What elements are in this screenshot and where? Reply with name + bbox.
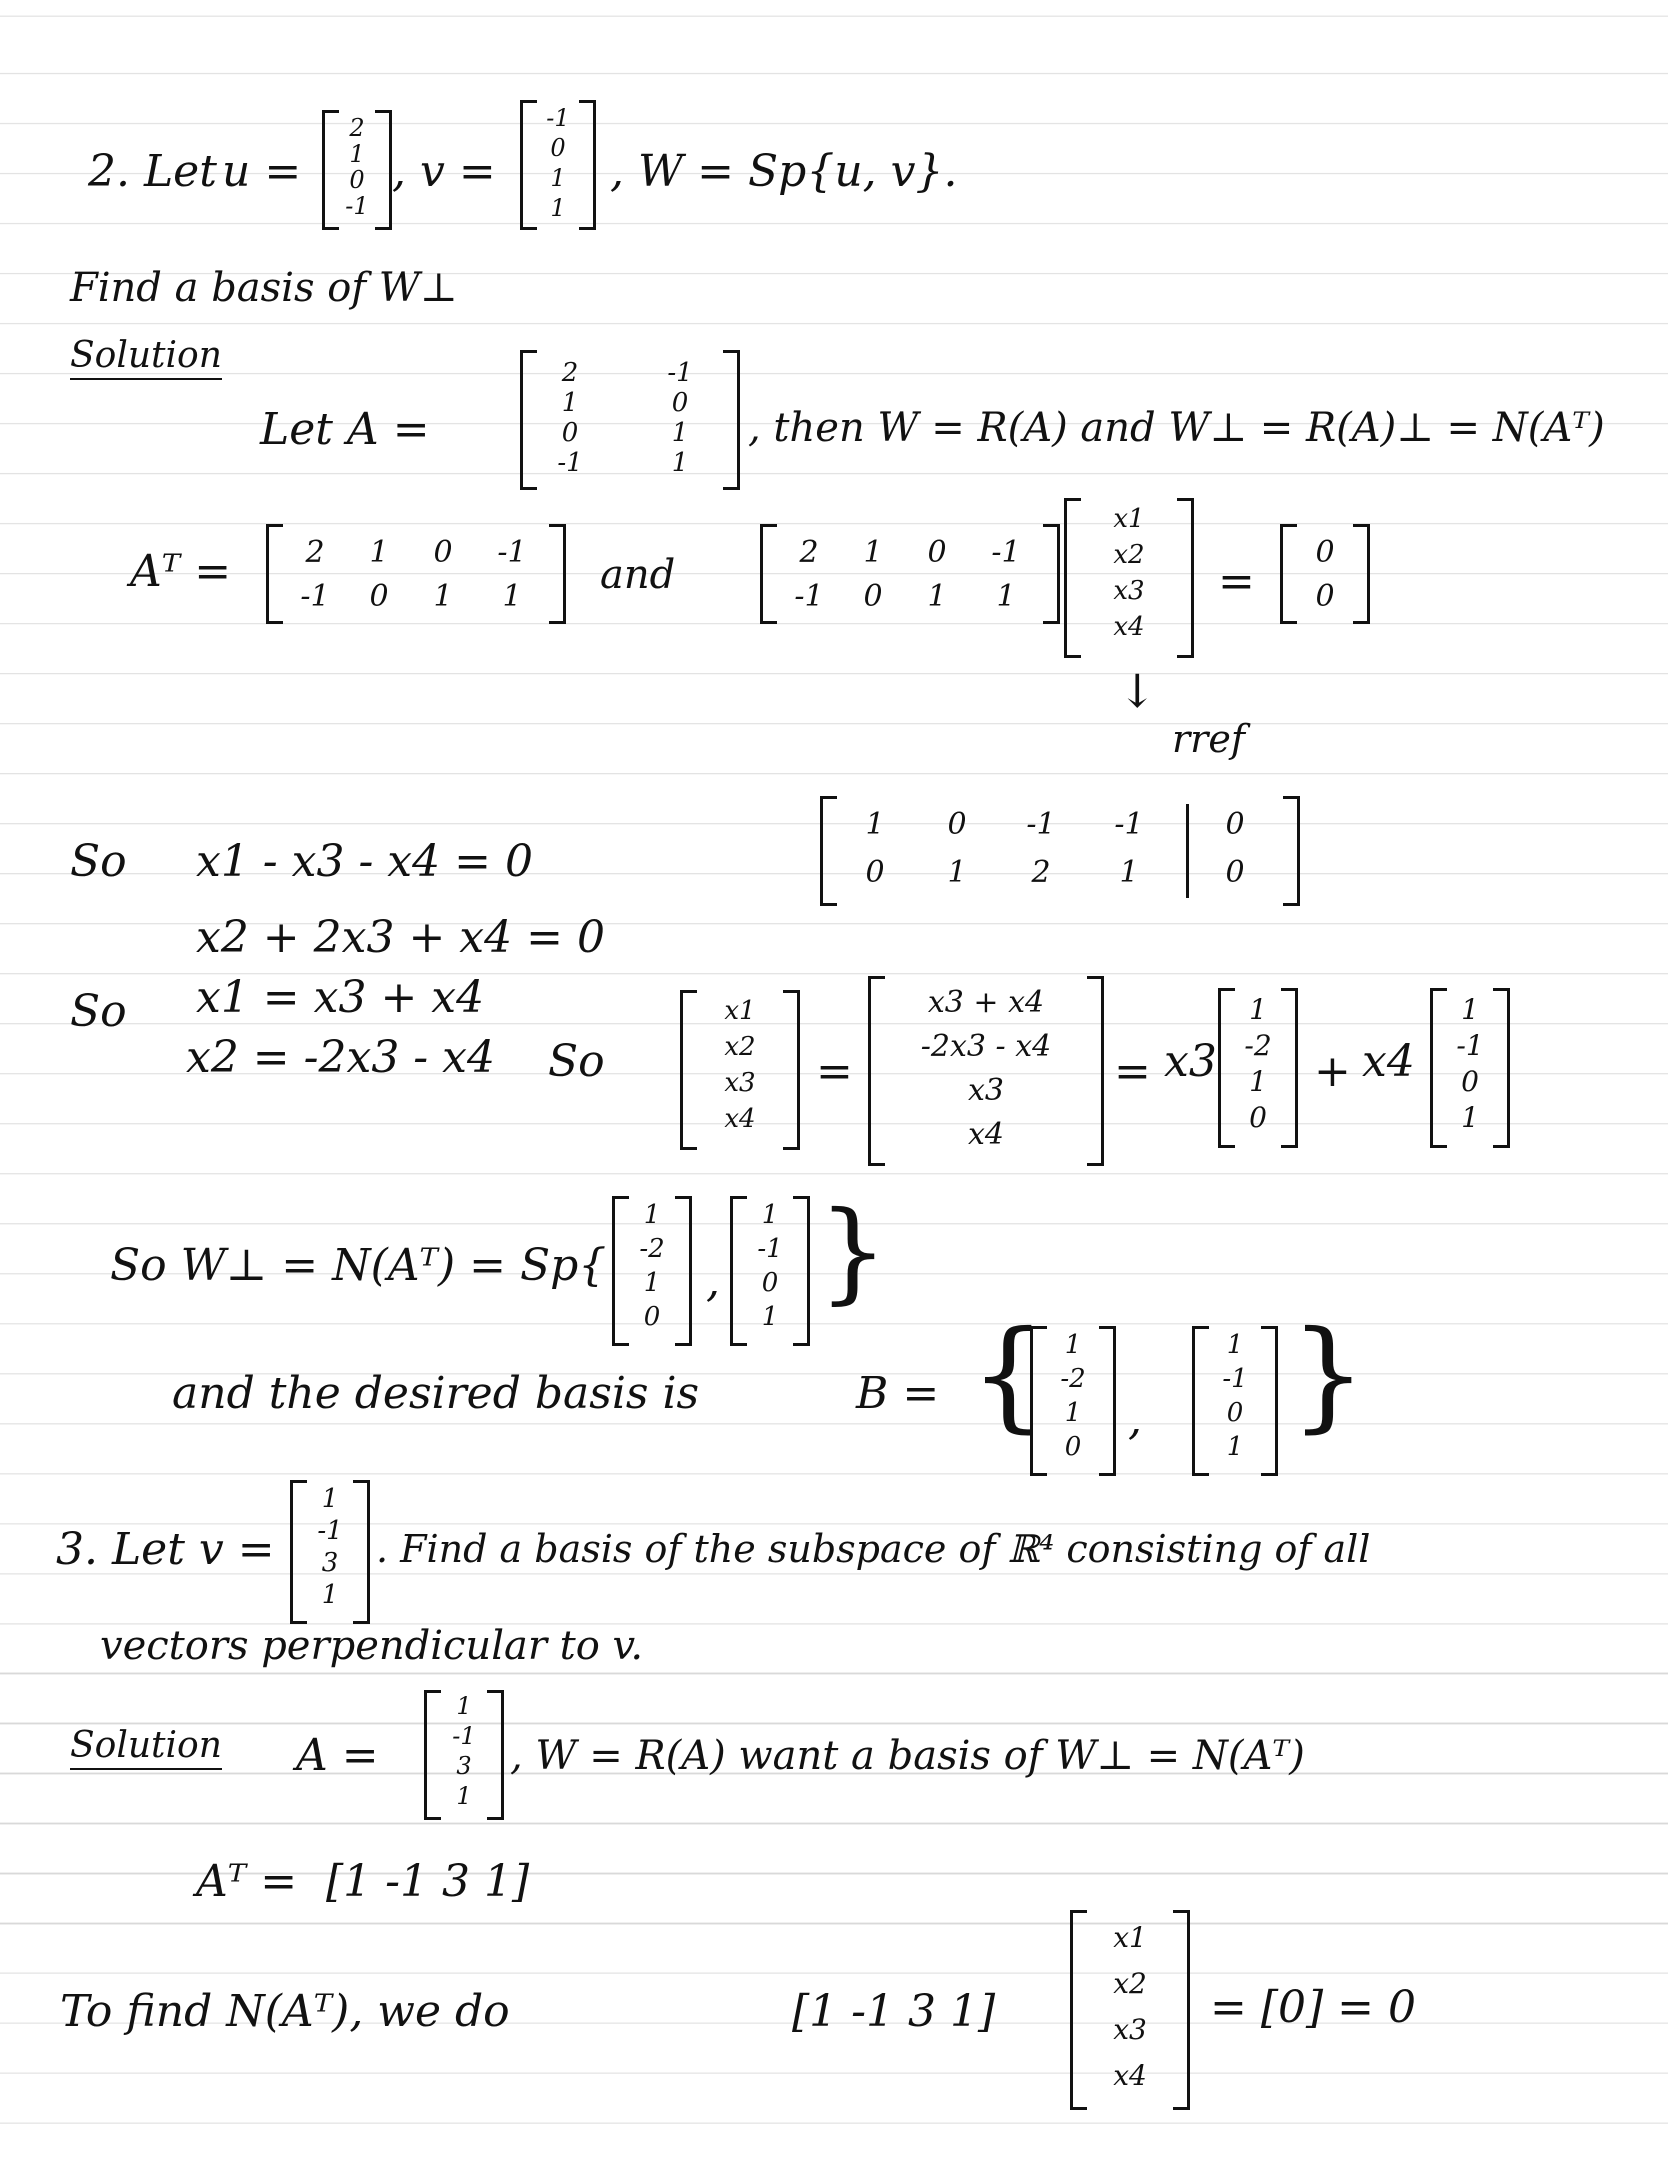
p3-A-3: 3 — [456, 1752, 472, 1780]
p3-AT-row: [1 -1 3 1] — [326, 1856, 530, 1907]
v-label: , v = — [392, 146, 496, 197]
p3-A-1: 1 — [456, 1692, 472, 1720]
u-vector — [322, 110, 392, 230]
u-entry-3: 0 — [349, 166, 365, 194]
rref-label: rref — [1172, 717, 1245, 761]
p3-row-matrix: [1 -1 3 1] — [792, 1986, 996, 2037]
span-vector-2 — [730, 1196, 810, 1346]
x2-2: x2 — [724, 1032, 756, 1062]
p3-v-vector — [290, 1480, 370, 1624]
rref-matrix — [820, 796, 1300, 906]
p3-x-4: x4 — [1113, 2059, 1147, 2092]
basis-line: and the desired basis is — [172, 1368, 700, 1419]
u-entry-2: 1 — [349, 140, 365, 168]
and-text: and — [600, 552, 676, 598]
AT2-23: 1 — [927, 579, 947, 614]
vec-a-4: 0 — [1249, 1101, 1267, 1134]
span-vector-1 — [612, 1196, 692, 1346]
rref-11: 1 — [865, 807, 885, 842]
p3-A-vector — [424, 1690, 504, 1820]
expression-vector — [868, 976, 1104, 1166]
p3-v-1: 1 — [321, 1484, 339, 1514]
expr-4: x4 — [967, 1117, 1004, 1152]
equation-2: x2 + 2x3 + x4 = 0 — [196, 912, 605, 963]
solution-label-3: Solution — [70, 1728, 222, 1770]
expr-2: -2x3 - x4 — [920, 1029, 1052, 1064]
basis-vector-b — [1430, 988, 1510, 1148]
basis-vector-1 — [1030, 1326, 1116, 1476]
w-definition: , W = Sp{u, v}. — [610, 146, 958, 197]
then-text: , then W = R(A) and W⊥ = R(A)⊥ = N(Aᵀ) — [748, 405, 1605, 451]
augment-divider — [1186, 804, 1189, 898]
rref-24: 1 — [1119, 855, 1139, 890]
span1-1: 1 — [643, 1200, 661, 1230]
p3-v-3: 3 — [321, 1548, 339, 1578]
span-comma: , — [706, 1256, 720, 1307]
solution-label-2: Solution — [70, 338, 222, 380]
AT2-13: 0 — [927, 535, 947, 570]
problem2-label: 2. Let — [88, 146, 217, 197]
span2-2: -1 — [757, 1234, 783, 1264]
equals-2: = — [816, 1046, 853, 1097]
basis2-4: 1 — [1226, 1432, 1244, 1462]
equals-sign: = — [1218, 556, 1255, 607]
A-matrix — [520, 350, 740, 490]
AT2-22: 0 — [863, 579, 883, 614]
basis-vector-a — [1218, 988, 1298, 1148]
equation-3: x1 = x3 + x4 — [196, 972, 485, 1023]
vec-b-2: -1 — [1456, 1029, 1484, 1062]
basis1-4: 0 — [1064, 1432, 1082, 1462]
rref-21: 0 — [865, 855, 885, 890]
basis1-1: 1 — [1064, 1330, 1082, 1360]
AT2-21: -1 — [794, 579, 824, 614]
rref-22: 1 — [947, 855, 967, 890]
x-vector-1: x1 — [1113, 504, 1145, 534]
p3-x-3: x3 — [1113, 2013, 1147, 2046]
A-21: 1 — [561, 388, 579, 418]
A-22: 0 — [671, 388, 689, 418]
AT-matrix — [266, 524, 566, 624]
vec-b-1: 1 — [1461, 993, 1479, 1026]
p3-result: = [0] = 0 — [1210, 1982, 1417, 2033]
zero-2: 0 — [1315, 579, 1335, 614]
p3-A-4: 1 — [456, 1782, 472, 1810]
x-vector-2: x2 — [1113, 540, 1145, 570]
AT2-24: 1 — [996, 579, 1016, 614]
AT-11: 2 — [305, 535, 325, 570]
A-42: 1 — [671, 448, 689, 478]
x2-1: x1 — [724, 996, 756, 1026]
rref-12: 0 — [947, 807, 967, 842]
AT-23: 1 — [433, 579, 453, 614]
AT2-12: 1 — [863, 535, 883, 570]
span1-2: -2 — [639, 1234, 665, 1264]
coef-x3: x3 — [1164, 1036, 1217, 1087]
equation-1: x1 - x3 - x4 = 0 — [196, 836, 533, 887]
plus-sign: + — [1314, 1046, 1351, 1097]
vec-a-3: 1 — [1249, 1065, 1267, 1098]
AT2-11: 2 — [799, 535, 819, 570]
v-entry-1: -1 — [546, 104, 570, 132]
AT-13: 0 — [433, 535, 453, 570]
problem3-label: 3. Let v = — [56, 1524, 275, 1575]
let-A-label: Let A = — [260, 404, 430, 455]
v-entry-4: 1 — [550, 194, 566, 222]
span1-4: 0 — [643, 1302, 661, 1332]
p3-v-2: -1 — [317, 1516, 343, 1546]
x-vector — [1064, 498, 1194, 658]
span2-3: 0 — [761, 1268, 779, 1298]
vec-a-2: -2 — [1244, 1029, 1272, 1062]
basis-close-brace: } — [1290, 1306, 1367, 1445]
coef-x4: x4 — [1362, 1036, 1415, 1087]
vec-b-4: 1 — [1461, 1101, 1479, 1134]
rref-13: -1 — [1026, 807, 1056, 842]
p3-v-4: 1 — [321, 1580, 339, 1610]
A-11: 2 — [561, 358, 579, 388]
zero-vector — [1280, 524, 1370, 624]
basis-comma: , — [1128, 1394, 1142, 1445]
x2-3: x3 — [724, 1068, 756, 1098]
vec-a-1: 1 — [1249, 993, 1267, 1026]
vec-b-3: 0 — [1461, 1065, 1479, 1098]
v-vector — [520, 100, 596, 230]
basis1-2: -2 — [1060, 1364, 1086, 1394]
p3-after-A: , W = R(A) want a basis of W⊥ = N(Aᵀ) — [510, 1733, 1305, 1779]
span2-4: 1 — [761, 1302, 779, 1332]
rref-14: -1 — [1114, 807, 1144, 842]
basis-open-brace: { — [970, 1306, 1047, 1445]
basis2-3: 0 — [1226, 1398, 1244, 1428]
p3-AT-label: Aᵀ = — [196, 1856, 298, 1907]
v-entry-2: 0 — [550, 134, 566, 162]
AT-12: 1 — [369, 535, 389, 570]
problem3-statement: . Find a basis of the subspace of ℝ⁴ consisting of all — [376, 1527, 1371, 1571]
p3-A-2: -1 — [452, 1722, 476, 1750]
rref-23: 2 — [1031, 855, 1051, 890]
x2-4: x4 — [724, 1104, 756, 1134]
span-line: So W⊥ = N(Aᵀ) = Sp{ — [110, 1240, 607, 1291]
so-label-1: So — [70, 836, 127, 887]
AT-matrix-2 — [760, 524, 1060, 624]
p3-A-label: A = — [296, 1730, 379, 1781]
A-12: -1 — [667, 358, 693, 388]
AT-21: -1 — [300, 579, 330, 614]
u-entry-1: 2 — [349, 114, 365, 142]
p3-find-text: To find N(Aᵀ), we do — [60, 1986, 510, 2037]
so-label-2: So — [70, 986, 127, 1037]
problem3-statement-line2: vectors perpendicular to v. — [100, 1623, 644, 1669]
task-text: Find a basis of W⊥ — [70, 265, 458, 311]
down-arrow-icon: ↓ — [1118, 664, 1157, 718]
expr-3: x3 — [967, 1073, 1004, 1108]
basis-vector-2 — [1192, 1326, 1278, 1476]
span-close-brace: } — [818, 1187, 888, 1315]
equals-3: = — [1114, 1046, 1151, 1097]
so-label-3: So — [548, 1036, 605, 1087]
u-label: u = — [222, 146, 302, 197]
rref-25: 0 — [1225, 855, 1245, 890]
B-label: B = — [856, 1368, 940, 1419]
expr-1: x3 + x4 — [927, 985, 1045, 1020]
u-entry-4: -1 — [345, 192, 369, 220]
x-vector-3: x3 — [1113, 576, 1145, 606]
p3-x-1: x1 — [1113, 1921, 1147, 1954]
span1-3: 1 — [643, 1268, 661, 1298]
AT-22: 0 — [369, 579, 389, 614]
x-vector-4: x4 — [1113, 612, 1145, 642]
zero-1: 0 — [1315, 535, 1335, 570]
A-32: 1 — [671, 418, 689, 448]
A-41: -1 — [557, 448, 583, 478]
p3-x-2: x2 — [1113, 1967, 1147, 2000]
AT-24: 1 — [502, 579, 522, 614]
AT-label: Aᵀ = — [130, 546, 232, 597]
p3-x-vector — [1070, 1910, 1190, 2110]
AT-14: -1 — [497, 535, 527, 570]
basis2-2: -1 — [1222, 1364, 1248, 1394]
basis1-3: 1 — [1064, 1398, 1082, 1428]
v-entry-3: 1 — [550, 164, 566, 192]
rref-15: 0 — [1225, 807, 1245, 842]
span2-1: 1 — [761, 1200, 779, 1230]
A-31: 0 — [561, 418, 579, 448]
AT2-14: -1 — [991, 535, 1021, 570]
x-vector-2 — [680, 990, 800, 1150]
equation-4: x2 = -2x3 - x4 — [186, 1032, 495, 1083]
basis2-1: 1 — [1226, 1330, 1244, 1360]
